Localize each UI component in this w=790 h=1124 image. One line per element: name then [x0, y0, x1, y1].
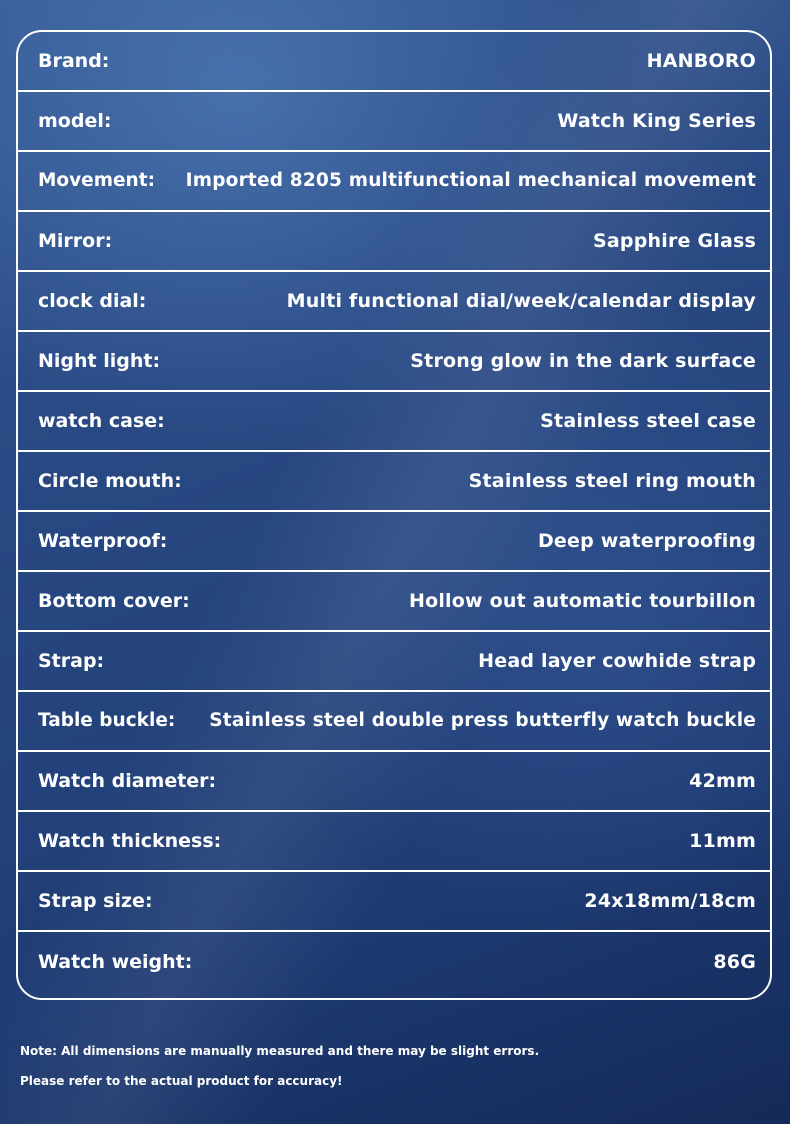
spec-value: Imported 8205 multifunctional mechanical movement [185, 169, 756, 191]
spec-value: Head layer cowhide strap [478, 649, 756, 672]
spec-value: Strong glow in the dark surface [410, 349, 756, 372]
spec-label: Night light: [38, 349, 161, 372]
spec-label: Brand: [38, 49, 110, 72]
spec-row-model [18, 92, 770, 152]
spec-row-strap-size [18, 872, 770, 932]
spec-row-waterproof [18, 512, 770, 572]
spec-value: Stainless steel ring mouth [468, 469, 756, 492]
spec-row-circle-mouth [18, 452, 770, 512]
spec-label: Watch thickness: [38, 829, 222, 852]
spec-label: watch case: [38, 409, 165, 432]
spec-label: Bottom cover: [38, 589, 190, 612]
note-line-2: Please refer to the actual product for accuracy! [20, 1074, 343, 1088]
spec-row-watch-weight [18, 932, 770, 992]
spec-row-night-light [18, 332, 770, 392]
spec-label: Waterproof: [38, 529, 168, 552]
spec-value: HANBORO [646, 49, 756, 72]
spec-value: Sapphire Glass [593, 229, 756, 252]
spec-value: Stainless steel case [540, 409, 756, 432]
spec-label: Watch diameter: [38, 769, 217, 792]
spec-row-brand [18, 32, 770, 92]
spec-value: Stainless steel double press butterfly watch buckle [209, 709, 756, 731]
spec-value: Hollow out automatic tourbillon [408, 589, 756, 612]
note-line-1: Note: All dimensions are manually measured and there may be slight errors. [20, 1044, 540, 1058]
spec-label: clock dial: [38, 289, 147, 312]
spec-value: 24x18mm/18cm [584, 889, 756, 912]
spec-row-watch-case [18, 392, 770, 452]
spec-label: Circle mouth: [38, 469, 182, 492]
spec-label: Mirror: [38, 229, 113, 252]
spec-value: 11mm [689, 829, 756, 852]
disclaimer-note [20, 1036, 780, 1096]
spec-row-clock-dial [18, 272, 770, 332]
spec-label: model: [38, 109, 112, 132]
spec-value: Deep waterproofing [537, 529, 756, 552]
spec-label: Strap size: [38, 889, 153, 912]
spec-row-watch-diameter [18, 752, 770, 812]
spec-label: Watch weight: [38, 950, 193, 973]
spec-row-mirror [18, 212, 770, 272]
spec-label: Movement: [38, 169, 155, 191]
spec-row-strap [18, 632, 770, 692]
spec-value: 86G [713, 950, 756, 973]
spec-value: 42mm [689, 769, 756, 792]
spec-row-movement [18, 152, 770, 212]
spec-row-bottom-cover [18, 572, 770, 632]
spec-row-watch-thickness [18, 812, 770, 872]
spec-value: Multi functional dial/week/calendar display [286, 289, 756, 312]
spec-row-table-buckle [18, 692, 770, 752]
spec-label: Strap: [38, 649, 105, 672]
spec-label: Table buckle: [38, 709, 176, 731]
spec-table [16, 30, 772, 1000]
spec-value: Watch King Series [557, 109, 756, 132]
